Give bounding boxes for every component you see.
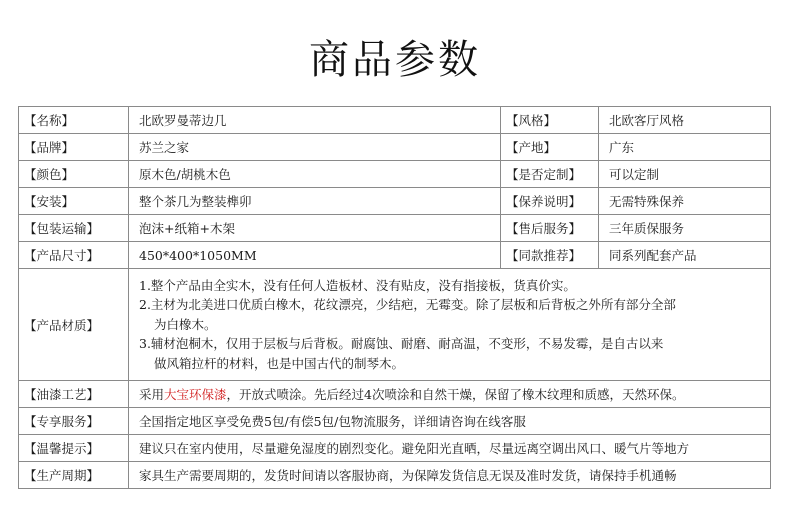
spec-key: 【包装运输】 — [19, 215, 129, 242]
spec-key: 【安装】 — [19, 188, 129, 215]
table-row — [19, 215, 771, 242]
table-row — [19, 242, 771, 269]
paint-highlight: 大宝环保漆 — [164, 387, 227, 402]
spec-value: 原木色/胡桃木色 — [129, 161, 501, 188]
spec-value: 苏兰之家 — [129, 134, 501, 161]
spec-key: 【专享服务】 — [19, 408, 129, 435]
material-description — [129, 269, 771, 381]
material-line: 做风箱拉杆的材料，也是中国古代的制琴木。 — [154, 355, 405, 371]
spec-key: 【产品材质】 — [19, 269, 129, 381]
spec-key: 【生产周期】 — [19, 462, 129, 489]
spec-key: 【同款推荐】 — [501, 242, 599, 269]
spec-value: 北欧客厅风格 — [599, 107, 771, 134]
cycle-description: 家具生产需要周期的，发货时间请以客服协商，为保障发货信息无误及准时发货，请保持手机通畅 — [129, 462, 771, 489]
spec-key: 【是否定制】 — [501, 161, 599, 188]
spec-value: 泡沫+纸箱+木架 — [129, 215, 501, 242]
table-row — [19, 134, 771, 161]
service-description: 全国指定地区享受免费5包/有偿5包/包物流服务，详细请咨询在线客服 — [129, 408, 771, 435]
spec-key: 【产品尺寸】 — [19, 242, 129, 269]
spec-table — [18, 106, 771, 489]
table-row — [19, 408, 771, 435]
spec-value: 三年质保服务 — [599, 215, 771, 242]
spec-key: 【产地】 — [501, 134, 599, 161]
paint-text-pre: 采用 — [139, 387, 165, 402]
material-line: 为白橡木。 — [154, 316, 217, 332]
spec-key: 【油漆工艺】 — [19, 381, 129, 408]
material-line: 1.整个产品由全实木，没有任何人造板材、没有贴皮，没有指接板，货真价实。 — [139, 277, 576, 293]
spec-key: 【名称】 — [19, 107, 129, 134]
spec-value: 北欧罗曼蒂边几 — [129, 107, 501, 134]
spec-value: 无需特殊保养 — [599, 188, 771, 215]
paint-text-post: ，开放式喷涂。先后经过4次喷涂和自然干燥，保留了橡木纹理和质感，天然环保。 — [226, 387, 685, 402]
spec-value: 广东 — [599, 134, 771, 161]
spec-key: 【品牌】 — [19, 134, 129, 161]
spec-key: 【颜色】 — [19, 161, 129, 188]
spec-key: 【售后服务】 — [501, 215, 599, 242]
spec-key: 【保养说明】 — [501, 188, 599, 215]
page-title: 商品参数 — [309, 37, 481, 83]
spec-key: 【风格】 — [501, 107, 599, 134]
spec-value: 450*400*1050MM — [129, 242, 501, 269]
spec-key: 【温馨提示】 — [19, 435, 129, 462]
spec-value: 可以定制 — [599, 161, 771, 188]
spec-value: 同系列配套产品 — [599, 242, 771, 269]
table-row-material — [19, 269, 771, 381]
material-line: 3.辅材泡桐木，仅用于层板与后背板。耐腐蚀、耐磨、耐高温，不变形，不易发霉，是自古以来 — [139, 336, 664, 352]
table-row — [19, 435, 771, 462]
table-row — [19, 107, 771, 134]
paint-description — [129, 381, 771, 408]
table-row — [19, 462, 771, 489]
spec-value: 整个茶几为整装榫卯 — [129, 188, 501, 215]
table-row — [19, 381, 771, 408]
table-row — [19, 161, 771, 188]
material-line: 2.主材为北美进口优质白橡木，花纹漂亮，少结疤，无霉变。除了层板和后背板之外所有部分全部 — [139, 297, 676, 313]
tips-description: 建议只在室内使用，尽量避免湿度的剧烈变化。避免阳光直晒，尽量远离空调出风口、暖气片等地方 — [129, 435, 771, 462]
table-row — [19, 188, 771, 215]
